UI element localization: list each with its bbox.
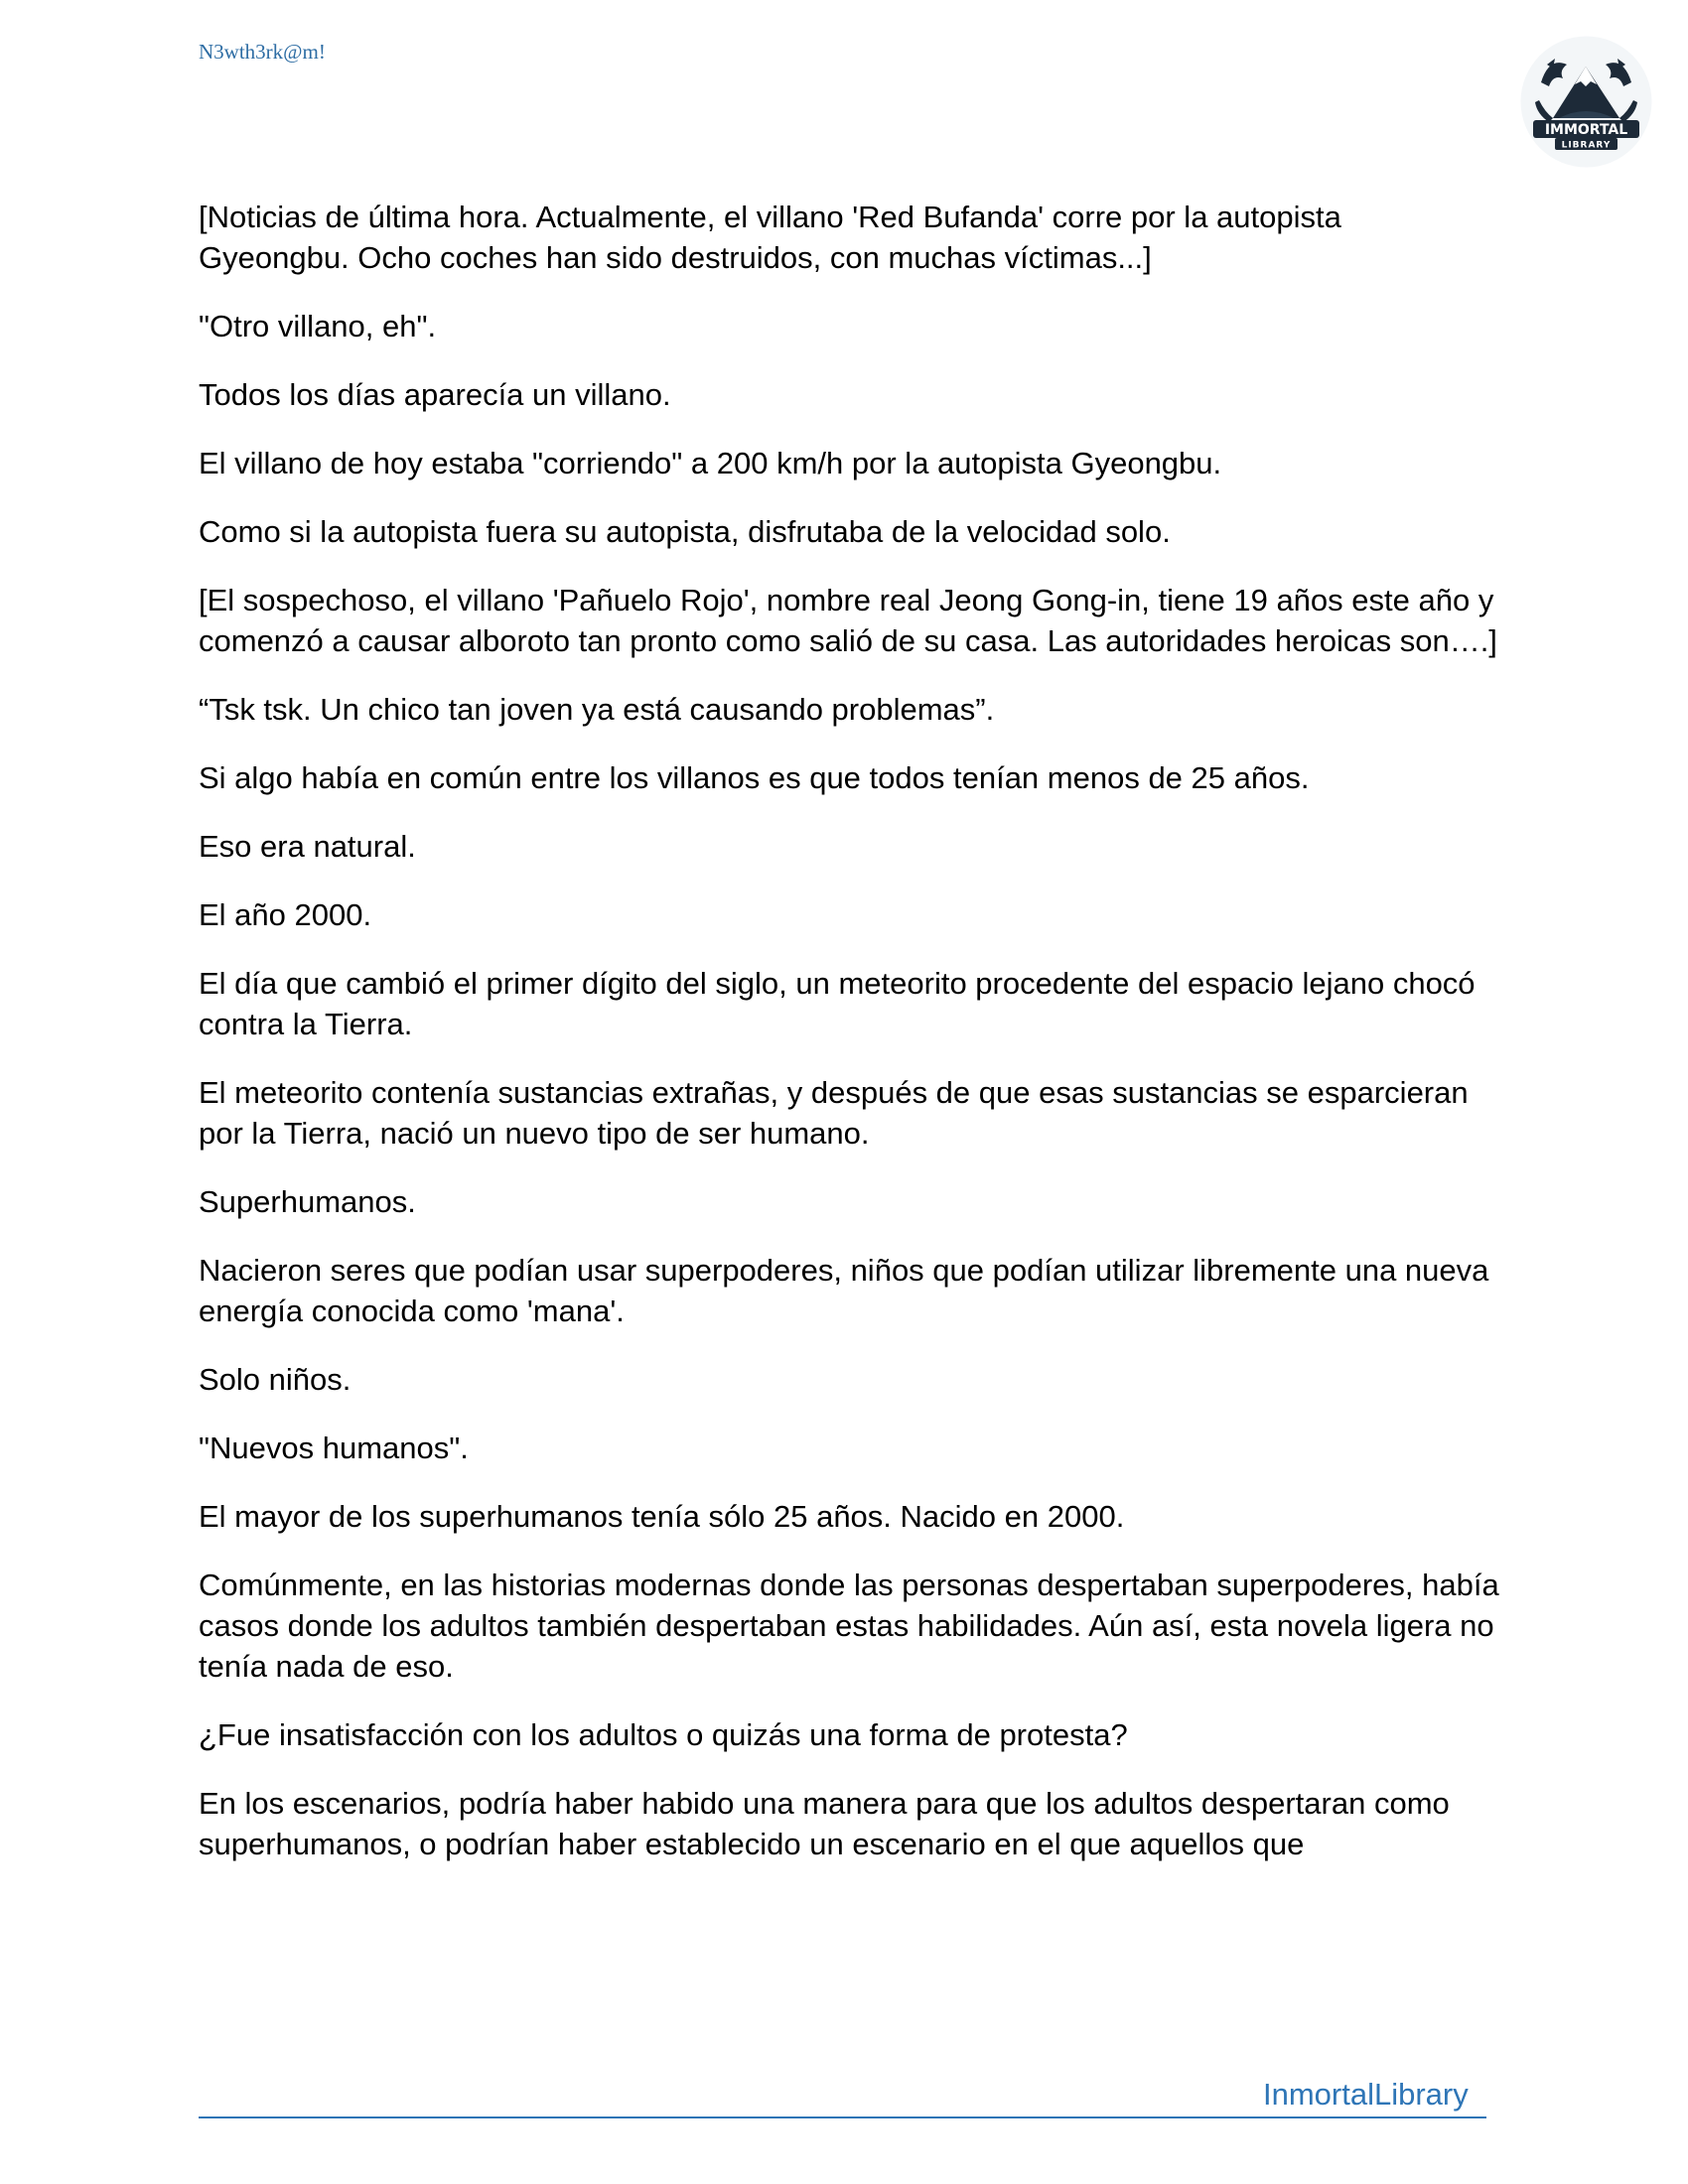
paragraph: El día que cambió el primer dígito del siglo, un meteorito procedente del espacio lejano chocó contra la Tierra. [199, 966, 1476, 1041]
logo-text-immortal: IMMORTAL [1544, 122, 1628, 138]
paragraph: El villano de hoy estaba "corriendo" a 200 km/h por la autopista Gyeongbu. [199, 446, 1222, 480]
header-tag: N3wth3rk@m! [199, 40, 326, 64]
logo-text-library: LIBRARY [1561, 140, 1612, 151]
paragraph: "Otro villano, eh". [199, 309, 437, 343]
footer-divider [199, 2116, 1486, 2118]
paragraph: El año 2000. [199, 897, 372, 932]
document-body [199, 197, 1499, 1892]
paragraph: Todos los días aparecía un villano. [199, 377, 671, 412]
paragraph: Eso era natural. [199, 829, 416, 864]
paragraph: Como si la autopista fuera su autopista, disfrutaba de la velocidad solo. [199, 514, 1171, 549]
paragraph: Si algo había en común entre los villanos es que todos tenían menos de 25 años. [199, 760, 1310, 795]
immortal-library-logo [1519, 35, 1653, 169]
paragraph: “Tsk tsk. Un chico tan joven ya está causando problemas”. [199, 692, 995, 727]
paragraph: [Noticias de última hora. Actualmente, el villano 'Red Bufanda' corre por la autopista Gyeongbu. Ocho coches han sido destruidos, con muchas víctimas...] [199, 200, 1341, 275]
paragraph: Solo niños. [199, 1362, 352, 1397]
paragraph: "Nuevos humanos". [199, 1431, 469, 1465]
paragraph: Superhumanos. [199, 1184, 416, 1219]
paragraph: Nacieron seres que podían usar superpoderes, niños que podían utilizar libremente una nueva energía conocida como 'mana'. [199, 1253, 1489, 1328]
paragraph: En los escenarios, podría haber habido una manera para que los adultos despertaran como superhumanos, o podrían haber establecido un escenario en el que aquellos que [199, 1786, 1450, 1861]
paragraph: Comúnmente, en las historias modernas donde las personas despertaban superpoderes, había casos donde los adultos también despertaban estas habilidades. Aún así, esta novela ligera no tenía nada de eso. [199, 1568, 1499, 1684]
paragraph: [El sospechoso, el villano 'Pañuelo Rojo', nombre real Jeong Gong-in, tiene 19 años este año y comenzó a causar alboroto tan pronto como salió de su casa. Las autoridades heroicas son….] [199, 583, 1497, 658]
footer-library-link[interactable]: InmortalLibrary [1263, 2077, 1469, 2112]
paragraph: ¿Fue insatisfacción con los adultos o quizás una forma de protesta? [199, 1717, 1128, 1752]
paragraph: El mayor de los superhumanos tenía sólo 25 años. Nacido en 2000. [199, 1499, 1125, 1534]
paragraph: El meteorito contenía sustancias extrañas, y después de que esas sustancias se esparcieran por la Tierra, nació un nuevo tipo de ser humano. [199, 1075, 1469, 1151]
